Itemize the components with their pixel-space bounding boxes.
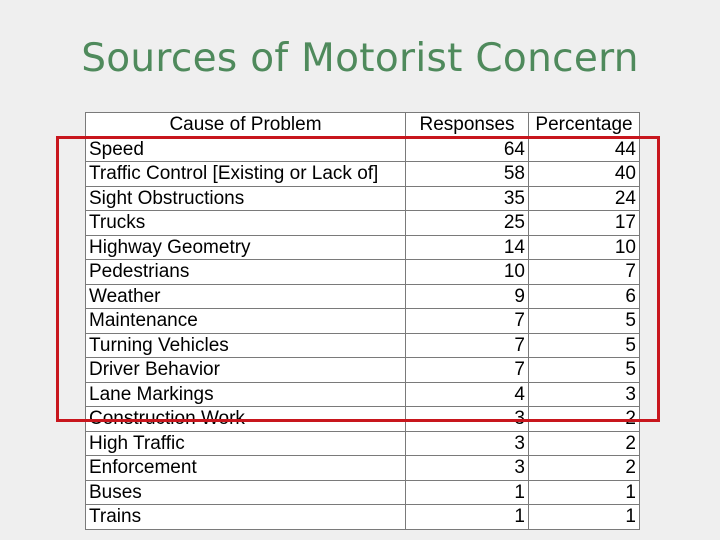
table-row [86,260,640,285]
cause-cell: Buses [86,480,406,505]
responses-cell: 1 [406,505,529,530]
table-row [86,235,640,260]
table-header-row [86,113,640,138]
percentage-cell: 1 [529,505,640,530]
percentage-cell: 7 [529,260,640,285]
cause-cell: Construction Work [86,407,406,432]
table-row [86,211,640,236]
percentage-cell: 6 [529,284,640,309]
responses-cell: 7 [406,358,529,383]
responses-cell: 35 [406,186,529,211]
responses-cell: 58 [406,162,529,187]
cause-cell: Traffic Control [Existing or Lack of] [86,162,406,187]
table-row [86,358,640,383]
table-row [86,137,640,162]
percentage-cell: 5 [529,309,640,334]
table-row [86,382,640,407]
table-row [86,431,640,456]
cause-cell: Trucks [86,211,406,236]
cause-cell: Enforcement [86,456,406,481]
responses-cell: 3 [406,431,529,456]
responses-cell: 64 [406,137,529,162]
table-row [86,480,640,505]
responses-cell: 14 [406,235,529,260]
responses-cell: 4 [406,382,529,407]
column-header-responses: Responses [406,113,529,138]
responses-cell: 10 [406,260,529,285]
responses-cell: 7 [406,333,529,358]
percentage-cell: 10 [529,235,640,260]
table-row [86,186,640,211]
responses-cell: 7 [406,309,529,334]
table-row [86,333,640,358]
percentage-cell: 2 [529,407,640,432]
table-row [86,284,640,309]
table-body [86,137,640,529]
table-row [86,456,640,481]
cause-cell: Pedestrians [86,260,406,285]
concern-table [85,112,640,530]
cause-cell: Driver Behavior [86,358,406,383]
cause-cell: Turning Vehicles [86,333,406,358]
table-row [86,162,640,187]
responses-cell: 3 [406,456,529,481]
cause-cell: Trains [86,505,406,530]
column-header-cause: Cause of Problem [86,113,406,138]
cause-cell: Maintenance [86,309,406,334]
cause-cell: Sight Obstructions [86,186,406,211]
responses-cell: 9 [406,284,529,309]
percentage-cell: 2 [529,456,640,481]
responses-cell: 1 [406,480,529,505]
responses-cell: 3 [406,407,529,432]
cause-cell: Highway Geometry [86,235,406,260]
cause-cell: Lane Markings [86,382,406,407]
percentage-cell: 3 [529,382,640,407]
percentage-cell: 2 [529,431,640,456]
column-header-percentage: Percentage [529,113,640,138]
page-title: Sources of Motorist Concern [81,36,639,81]
cause-cell: Speed [86,137,406,162]
cause-cell: Weather [86,284,406,309]
table-row [86,407,640,432]
percentage-cell: 1 [529,480,640,505]
table-row [86,505,640,530]
percentage-cell: 40 [529,162,640,187]
percentage-cell: 5 [529,333,640,358]
table-row [86,309,640,334]
cause-cell: High Traffic [86,431,406,456]
percentage-cell: 44 [529,137,640,162]
percentage-cell: 17 [529,211,640,236]
percentage-cell: 24 [529,186,640,211]
responses-cell: 25 [406,211,529,236]
percentage-cell: 5 [529,358,640,383]
